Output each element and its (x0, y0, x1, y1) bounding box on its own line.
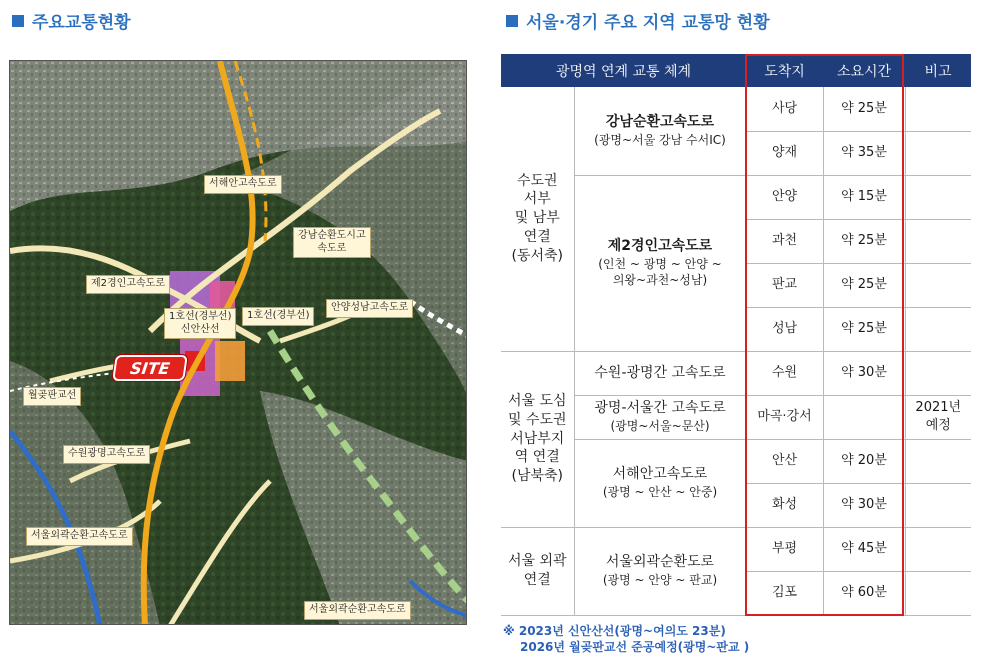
label-gangnam-ring-text: 강남순환도시고 속도로 (298, 230, 366, 254)
note-cell (905, 351, 971, 395)
label-gangnam-ring-expressway (293, 227, 371, 258)
transport-table (501, 54, 971, 616)
road-name: 수원-광명간 고속도로 (594, 364, 726, 381)
destination-cell: 과천 (746, 219, 823, 263)
label-line1-sinansan (164, 308, 236, 339)
time-cell: 약 25분 (823, 219, 905, 263)
road-route: (광명 ~ 안양 ~ 판교) (602, 573, 718, 588)
footnote (503, 623, 749, 655)
header-system: 광명역 연계 교통 체계 (501, 54, 746, 87)
road-suwon-gwangmyeong (574, 351, 746, 395)
note-cell (905, 483, 971, 527)
note-cell (905, 307, 971, 351)
label-second-gyeongin-expressway: 제2경인고속도로 (86, 275, 170, 294)
road-name: 광명-서울간 고속도로 (594, 400, 726, 417)
destination-cell: 마곡·강서 (746, 395, 823, 439)
footnote-line-1: ※ 2023년 신안산선(광명~여의도 23분) (503, 624, 726, 638)
time-cell: 약 15분 (823, 175, 905, 219)
note-cell: 2021년 예정 (905, 395, 971, 439)
note-cell (905, 571, 971, 615)
site-marker: SITE (112, 355, 188, 381)
destination-cell: 안산 (746, 439, 823, 483)
destination-cell: 판교 (746, 263, 823, 307)
road-gangnam-ring (574, 87, 746, 175)
group-seoul-southwest: 서울 도심 및 수도권 서남부지 역 연결 (남북축) (501, 351, 574, 527)
road-route: (광명~서울~문산) (610, 419, 710, 434)
label-seoul-outer-ring-1: 서울외곽순환고속도로 (26, 527, 133, 546)
destination-cell: 부평 (746, 527, 823, 571)
note-cell (905, 527, 971, 571)
road-route: (광명 ~ 안산 ~ 안중) (602, 485, 718, 500)
label-suwon-gwangmyeong-expressway: 수원광명고속도로 (63, 445, 150, 464)
label-line1-sinansan-text: 1호선(경부선) 신안산선 (169, 311, 232, 335)
header-destination: 도착지 (746, 54, 823, 87)
time-cell: 약 30분 (823, 483, 905, 527)
map-section-heading (12, 8, 131, 33)
table-row (501, 87, 971, 131)
destination-cell: 안양 (746, 175, 823, 219)
label-line1: 1호선(경부선) (242, 307, 314, 326)
note-cell (905, 87, 971, 131)
road-name: 강남순환고속도로 (605, 114, 715, 131)
road-seoul-outer-ring (574, 527, 746, 615)
table-section-heading (506, 8, 770, 33)
note-cell (905, 131, 971, 175)
time-cell: 약 20분 (823, 439, 905, 483)
label-anyang-seongnam-expressway: 안양성남고속도로 (326, 299, 413, 318)
note-cell (905, 219, 971, 263)
header-note: 비고 (905, 54, 971, 87)
road-seohaean (574, 439, 746, 527)
road-second-gyeongin (574, 175, 746, 351)
square-bullet-icon (12, 15, 24, 27)
destination-cell: 수원 (746, 351, 823, 395)
destination-cell: 양재 (746, 131, 823, 175)
square-bullet-icon (506, 15, 518, 27)
destination-cell: 사당 (746, 87, 823, 131)
table-row (501, 351, 971, 395)
header-time: 소요시간 (823, 54, 905, 87)
time-cell: 약 25분 (823, 263, 905, 307)
label-seoul-outer-ring-2: 서울외곽순환고속도로 (304, 601, 411, 620)
table-row (501, 527, 971, 571)
table-section-title: 서울·경기 주요 지역 교통망 현황 (526, 13, 770, 33)
group-west-south: 수도권 서부 및 남부 연결 (동서축) (501, 87, 574, 351)
road-route: (인천 ~ 광명 ~ 안양 ~ 의왕~과천~성남) (598, 257, 722, 288)
road-route: (광명~서울 강남 수서IC) (594, 133, 726, 148)
time-cell: 약 25분 (823, 307, 905, 351)
note-cell (905, 263, 971, 307)
traffic-map (9, 60, 467, 625)
note-cell (905, 439, 971, 483)
time-cell: 약 35분 (823, 131, 905, 175)
time-cell (823, 395, 905, 439)
destination-cell: 김포 (746, 571, 823, 615)
road-name: 서울외곽순환도로 (605, 554, 715, 571)
destination-cell: 화성 (746, 483, 823, 527)
destination-cell: 성남 (746, 307, 823, 351)
map-section-title: 주요교통현황 (32, 13, 131, 33)
table-header-row (501, 54, 971, 87)
footnote-line-2: 2026년 월곶판교선 준공예정(광명~판교 ) (520, 640, 750, 655)
time-cell: 약 25분 (823, 87, 905, 131)
time-cell: 약 30분 (823, 351, 905, 395)
time-cell: 약 60분 (823, 571, 905, 615)
label-seohaean-expressway: 서해안고속도로 (204, 175, 282, 194)
note-cell (905, 175, 971, 219)
road-name: 서해안고속도로 (612, 466, 708, 483)
time-cell: 약 45분 (823, 527, 905, 571)
road-gwangmyeong-seoul (574, 395, 746, 439)
road-name: 제2경인고속도로 (607, 238, 713, 255)
label-wolgot-pangyo-line: 월곶판교선 (23, 387, 81, 406)
group-seoul-outer: 서울 외곽 연결 (501, 527, 574, 615)
